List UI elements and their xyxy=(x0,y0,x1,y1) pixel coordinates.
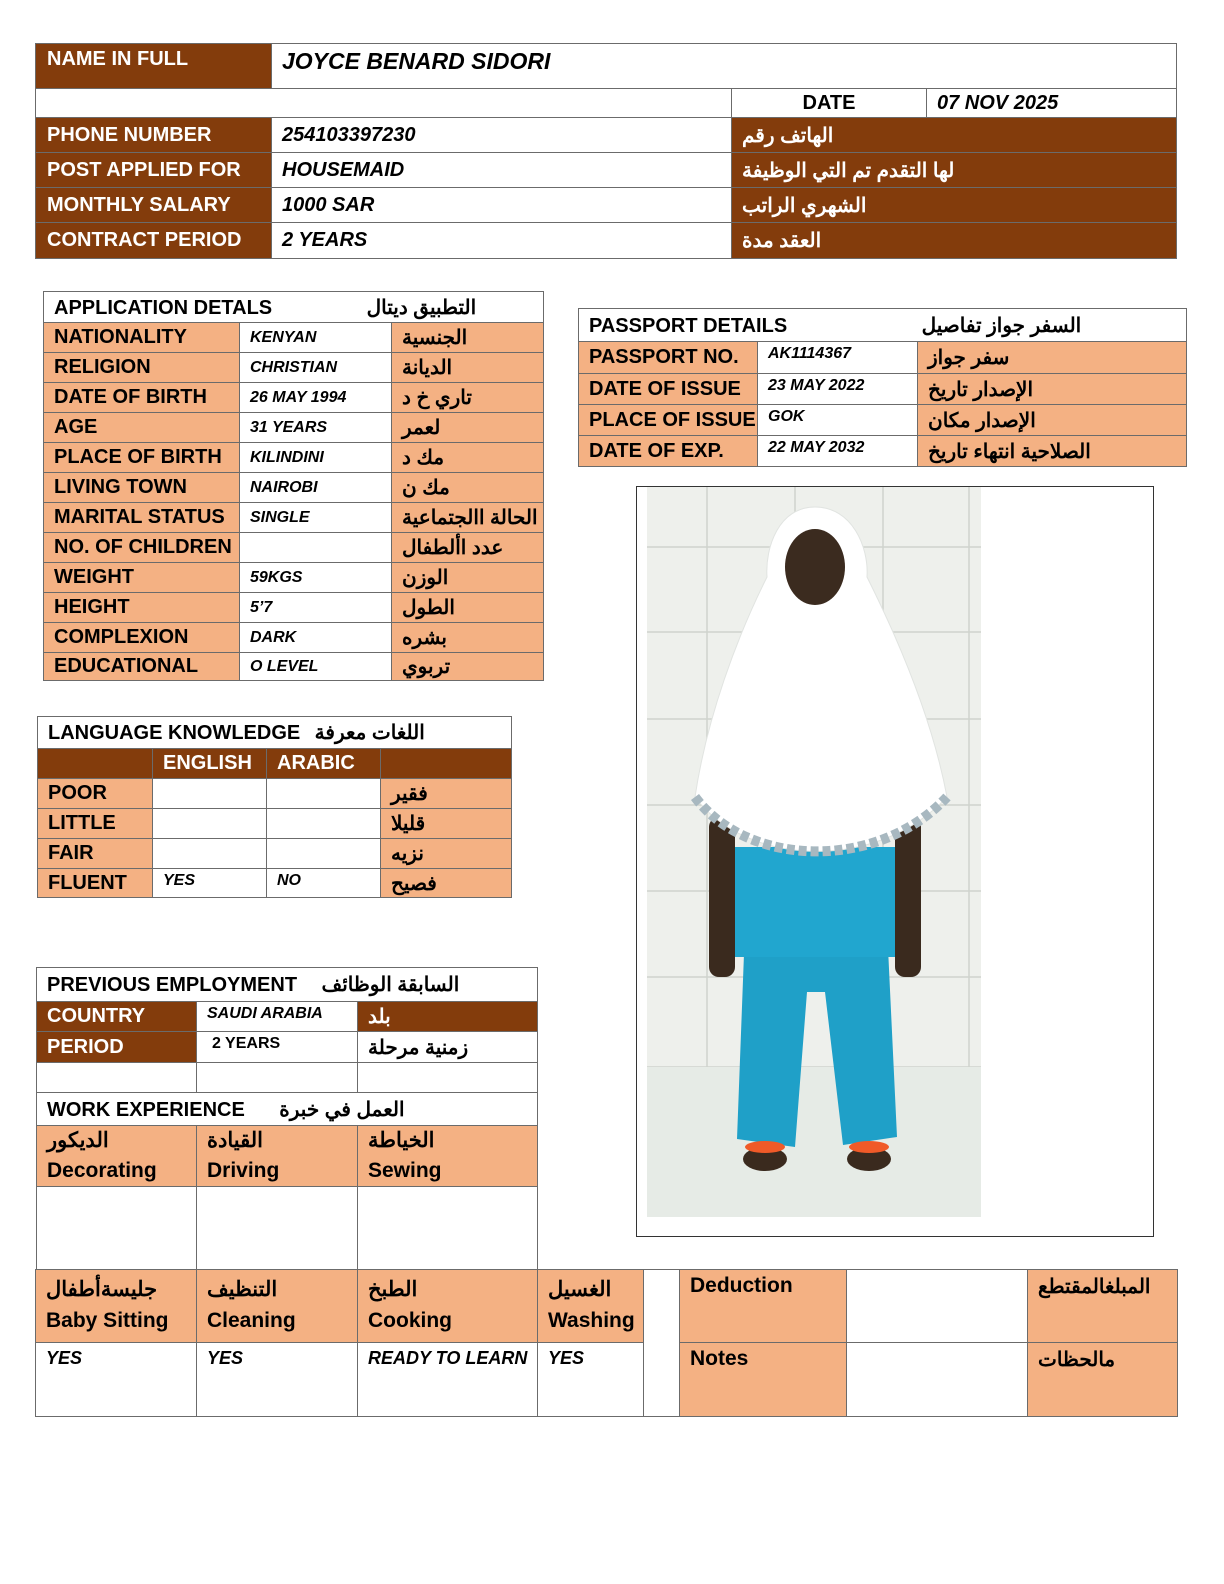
row-value: 5’7 xyxy=(240,593,392,623)
row-value: 22 MAY 2032 xyxy=(758,436,918,467)
row-label-ar: عدد األطفال xyxy=(392,533,544,563)
row-label-ar: تربوي xyxy=(392,653,544,681)
name-label: NAME IN FULL xyxy=(35,43,272,89)
table-row xyxy=(44,473,544,503)
row-value: O LEVEL xyxy=(240,653,392,681)
row-label-ar: مك ن xyxy=(392,473,544,503)
row-value: AK1114367 xyxy=(758,342,918,374)
table-row xyxy=(579,405,1187,436)
row-value: 31 YEARS xyxy=(240,413,392,443)
skill-decorating xyxy=(37,1126,197,1187)
row-label-ar: مك د xyxy=(392,443,544,473)
level-label: LITTLE xyxy=(38,809,153,839)
table-row xyxy=(579,374,1187,405)
salary-value: 1000 SAR xyxy=(271,187,732,223)
skills-value-row xyxy=(37,1187,538,1271)
row-value: CHRISTIAN xyxy=(240,353,392,383)
skill-value: READY TO LEARN xyxy=(358,1343,538,1417)
english-value xyxy=(153,839,267,869)
salary-label: MONTHLY SALARY xyxy=(35,187,272,223)
row-label: MARITAL STATUS xyxy=(44,503,240,533)
english-value xyxy=(153,779,267,809)
table-row xyxy=(579,436,1187,467)
phone-value: 254103397230 xyxy=(271,117,732,153)
prev-employment-title: PREVIOUS EMPLOYMENT xyxy=(47,974,298,996)
name-value: JOYCE BENARD SIDORI xyxy=(271,43,1177,89)
row-label-ar: الطول xyxy=(392,593,544,623)
row-label: WEIGHT xyxy=(44,563,240,593)
row-value: KILINDINI xyxy=(240,443,392,473)
row-label: RELIGION xyxy=(44,353,240,383)
phone-label: PHONE NUMBER xyxy=(35,117,272,153)
row-label: PLACE OF BIRTH xyxy=(44,443,240,473)
floor xyxy=(647,1067,981,1217)
row-value: NAIROBI xyxy=(240,473,392,503)
row-label-ar: سفر جواز xyxy=(918,342,1187,374)
table-row xyxy=(579,342,1187,374)
table-row xyxy=(37,1002,538,1032)
skill-en: Sewing xyxy=(368,1159,442,1182)
skill-driving xyxy=(197,1126,358,1187)
prev-employment-title-cell xyxy=(37,968,538,1002)
row-value: KENYAN xyxy=(240,323,392,353)
applicant-photo xyxy=(647,487,981,1217)
application-title-cell xyxy=(44,292,544,323)
table-row xyxy=(44,593,544,623)
face xyxy=(785,529,845,605)
skill-ar: جليسةأطفال xyxy=(46,1278,158,1301)
skill-cooking xyxy=(358,1270,538,1343)
skill-ar: الطبخ xyxy=(368,1278,418,1301)
row-label: DATE OF BIRTH xyxy=(44,383,240,413)
row-label-ar: لعمر xyxy=(392,413,544,443)
row-label-ar: الديانة xyxy=(392,353,544,383)
table-row xyxy=(37,1032,538,1063)
row-label-ar: الحالة االجتماعية xyxy=(392,503,544,533)
row-label: COMPLEXION xyxy=(44,623,240,653)
row-value: SINGLE xyxy=(240,503,392,533)
post-label: POST APPLIED FOR xyxy=(35,152,272,188)
row-label-ar: الوزن xyxy=(392,563,544,593)
bottom-skills-table xyxy=(35,1269,1178,1417)
date-label: DATE xyxy=(731,88,927,118)
skills-header-row xyxy=(36,1270,1178,1343)
table-row xyxy=(44,383,544,413)
photo-frame xyxy=(636,486,1154,1237)
country-value: SAUDI ARABIA xyxy=(197,1002,358,1032)
row-label: PLACE OF ISSUE xyxy=(579,405,758,436)
skill-value xyxy=(358,1187,538,1271)
work-experience-title-cell xyxy=(37,1093,538,1126)
skill-ar: التنظيف xyxy=(207,1278,278,1301)
date-value: 07 NOV 2025 xyxy=(926,88,1177,118)
skill-value xyxy=(197,1187,358,1271)
level-label-ar: فقير xyxy=(381,779,512,809)
skill-washing xyxy=(538,1270,644,1343)
language-header-row xyxy=(38,749,512,779)
skill-value: YES xyxy=(538,1343,644,1417)
skill-sewing xyxy=(358,1126,538,1187)
level-label: FLUENT xyxy=(38,869,153,898)
prev-employment-title-ar: السابقة الوظائف xyxy=(321,974,460,996)
table-row xyxy=(44,563,544,593)
level-label-ar: قليلا xyxy=(381,809,512,839)
deduction-value xyxy=(847,1270,1028,1343)
skill-baby-sitting xyxy=(36,1270,197,1343)
table-row xyxy=(44,653,544,681)
row-value: 23 MAY 2022 xyxy=(758,374,918,405)
row-label: AGE xyxy=(44,413,240,443)
country-label: COUNTRY xyxy=(37,1002,197,1032)
table-row xyxy=(44,503,544,533)
row-value xyxy=(240,533,392,563)
arabic-value xyxy=(267,809,381,839)
level-label-ar: فصيح xyxy=(381,869,512,898)
language-title: LANGUAGE KNOWLEDGE xyxy=(48,722,301,744)
notes-label: Notes xyxy=(680,1343,847,1417)
application-title-ar: التطبيق ديتال xyxy=(366,296,477,319)
row-label-ar: بشره xyxy=(392,623,544,653)
post-label-ar: لها التقدم تم التي الوظيفة xyxy=(731,152,1177,188)
skills-header-row xyxy=(37,1126,538,1187)
country-label-ar: بلد xyxy=(358,1002,538,1032)
work-experience-title: WORK EXPERIENCE xyxy=(47,1098,245,1121)
skill-value: YES xyxy=(36,1343,197,1417)
skill-ar: الخياطة xyxy=(368,1129,435,1152)
skill-ar: الغسيل xyxy=(548,1278,612,1301)
language-table xyxy=(37,716,512,898)
header-blank xyxy=(38,749,153,779)
row-label: LIVING TOWN xyxy=(44,473,240,503)
row-label: HEIGHT xyxy=(44,593,240,623)
header-blank xyxy=(381,749,512,779)
row-value: DARK xyxy=(240,623,392,653)
skill-en: Cooking xyxy=(368,1309,452,1332)
tunic xyxy=(719,847,909,957)
skill-en: Baby Sitting xyxy=(46,1309,169,1332)
notes-value xyxy=(847,1343,1028,1417)
passport-title-cell xyxy=(579,309,1187,342)
table-row xyxy=(44,353,544,383)
row-label: DATE OF ISSUE xyxy=(579,374,758,405)
row-label: NO. OF CHILDREN xyxy=(44,533,240,563)
application-title: APPLICATION DETALS xyxy=(54,296,273,319)
row-label: NATIONALITY xyxy=(44,323,240,353)
skill-cleaning xyxy=(197,1270,358,1343)
skill-en: Driving xyxy=(207,1159,280,1182)
notes-label-ar: مالحظات xyxy=(1028,1343,1178,1417)
passport-title: PASSPORT DETAILS xyxy=(589,314,788,337)
table-row xyxy=(44,623,544,653)
previous-employment-table xyxy=(36,967,538,1271)
period-value: 2 YEARS xyxy=(197,1032,358,1063)
row-label: EDUCATIONAL xyxy=(44,653,240,681)
right-arm xyxy=(895,817,921,977)
post-value: HOUSEMAID xyxy=(271,152,732,188)
row-label-ar: الإصدار مكان xyxy=(918,405,1187,436)
level-label: POOR xyxy=(38,779,153,809)
spacer-cell xyxy=(644,1270,680,1417)
arabic-value xyxy=(267,839,381,869)
application-details-table xyxy=(43,291,544,681)
row-label-ar: تاري خ د xyxy=(392,383,544,413)
skill-en: Cleaning xyxy=(207,1309,296,1332)
arabic-value xyxy=(267,779,381,809)
empty-cell xyxy=(358,1063,538,1093)
row-label-ar: الجنسية xyxy=(392,323,544,353)
skill-value xyxy=(37,1187,197,1271)
empty-cell xyxy=(37,1063,197,1093)
language-title-cell xyxy=(38,717,512,749)
passport-details-table xyxy=(578,308,1187,467)
row-label-ar: الصلاحية انتهاء تاريخ xyxy=(918,436,1187,467)
work-experience-title-ar: العمل في خبرة xyxy=(279,1098,405,1121)
right-sandal-beads xyxy=(849,1141,889,1153)
contract-label-ar: العقد مدة xyxy=(731,222,1177,259)
english-value xyxy=(153,809,267,839)
table-row xyxy=(44,323,544,353)
table-row xyxy=(38,839,512,869)
row-value: 59KGS xyxy=(240,563,392,593)
phone-label-ar: الهاتف رقم xyxy=(731,117,1177,153)
row-value: GOK xyxy=(758,405,918,436)
table-row xyxy=(44,443,544,473)
row-value: 26 MAY 1994 xyxy=(240,383,392,413)
blank-cell xyxy=(35,88,732,118)
table-row xyxy=(38,779,512,809)
row-label: DATE OF EXP. xyxy=(579,436,758,467)
skill-en: Decorating xyxy=(47,1159,157,1182)
col-english: ENGLISH xyxy=(153,749,267,779)
period-label: PERIOD xyxy=(37,1032,197,1063)
level-label: FAIR xyxy=(38,839,153,869)
arabic-value: NO xyxy=(267,869,381,898)
skill-ar: القيادة xyxy=(207,1129,263,1152)
deduction-label-ar: المبلغالمقتطع xyxy=(1028,1270,1178,1343)
salary-label-ar: الشهري الراتب xyxy=(731,187,1177,223)
left-sandal-beads xyxy=(745,1141,785,1153)
level-label-ar: نزيه xyxy=(381,839,512,869)
english-value: YES xyxy=(153,869,267,898)
empty-cell xyxy=(197,1063,358,1093)
row-label-ar: الإصدار تاريخ xyxy=(918,374,1187,405)
table-row xyxy=(38,869,512,898)
table-row xyxy=(44,413,544,443)
deduction-label: Deduction xyxy=(680,1270,847,1343)
skills-value-row xyxy=(36,1343,1178,1417)
left-arm xyxy=(709,817,735,977)
row-label: PASSPORT NO. xyxy=(579,342,758,374)
language-title-ar: اللغات معرفة xyxy=(314,722,425,744)
contract-value: 2 YEARS xyxy=(271,222,732,259)
skill-en: Washing xyxy=(548,1309,635,1332)
col-arabic: ARABIC xyxy=(267,749,381,779)
table-row xyxy=(37,1063,538,1093)
skill-ar: الديكور xyxy=(47,1129,109,1152)
contract-label: CONTRACT PERIOD xyxy=(35,222,272,259)
period-label-ar: زمنية مرحلة xyxy=(358,1032,538,1063)
skill-value: YES xyxy=(197,1343,358,1417)
table-row xyxy=(38,809,512,839)
table-row xyxy=(44,533,544,563)
passport-title-ar: السفر جواز تفاصيل xyxy=(921,314,1082,337)
